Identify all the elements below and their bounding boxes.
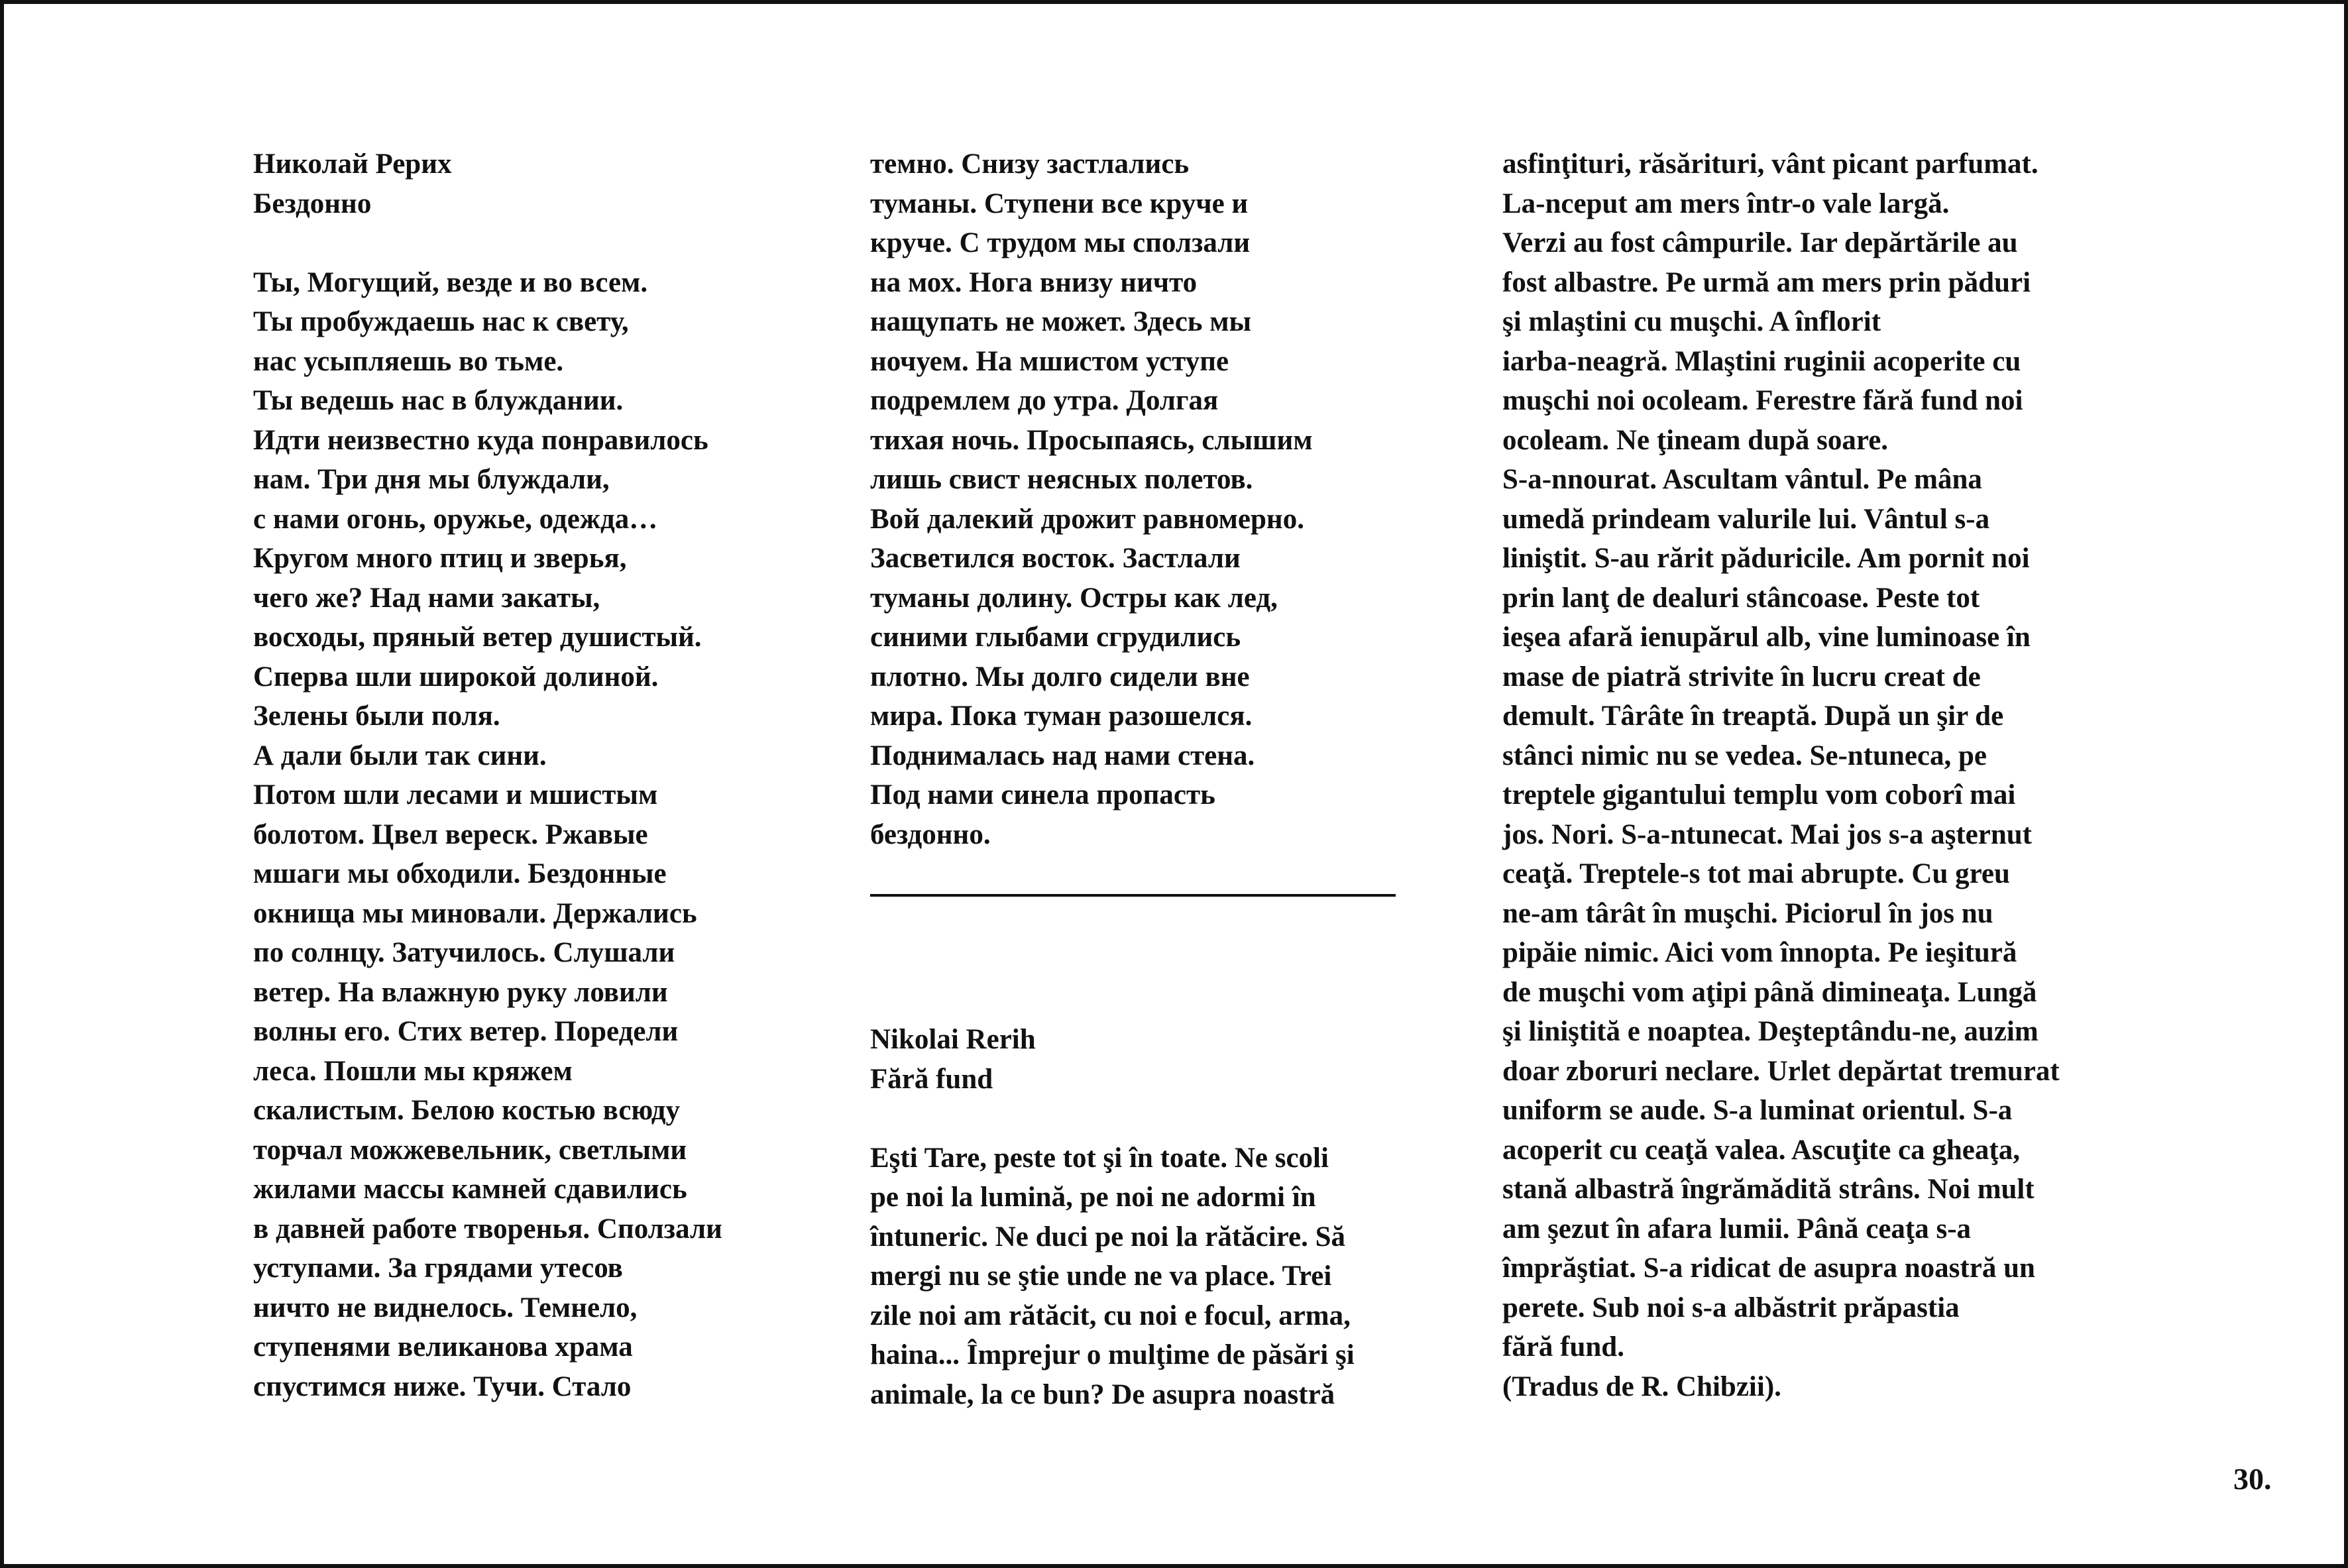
text-line: haina... Împrejur o mulţime de păsări şi — [870, 1339, 1355, 1371]
text-line: Под нами синела пропасть — [870, 779, 1215, 811]
text-line: întuneric. Ne duci pe noi la rătăcire. Să — [870, 1221, 1346, 1253]
page-number: 30. — [2233, 1462, 2272, 1496]
text-line: Ты ведешь нас в блуждании. — [253, 385, 624, 416]
text-line: stânci nimic nu se vedea. Se-ntuneca, pe — [1502, 740, 1987, 771]
text-line: Eşti Tare, peste tot şi în toate. Ne scoli — [870, 1142, 1329, 1174]
text-line: prin lanţ de dealuri stâncoase. Peste tot — [1502, 582, 1980, 614]
text-line: мшаги мы обходили. Бездонные — [253, 858, 667, 889]
text-line: uniform se aude. S-a luminat orientul. S-a — [1502, 1095, 2013, 1126]
text-line: pipăie nimic. Aici vom înnopta. Pe ieşitură — [1502, 937, 2017, 968]
text-line: S-a-nnourat. Ascultam vântul. Pe mâna — [1502, 464, 1982, 495]
text-line: нас усыпляешь во тьме. — [253, 345, 564, 377]
text-line: treptele gigantului templu vom coborî mai — [1502, 779, 2016, 811]
text-line: fără fund. — [1502, 1331, 1624, 1363]
text-line: muşchi noi ocoleam. Ferestre fără fund noi — [1502, 385, 2023, 416]
text-line: на мох. Нога внизу ничто — [870, 266, 1198, 298]
text-line: asfinţituri, răsărituri, vânt picant parfumat. — [1502, 148, 2039, 180]
text-line: окнища мы миновали. Держались — [253, 897, 697, 929]
text-line: ночуем. На мшистом уступе — [870, 345, 1229, 377]
text-line: Ты, Могущий, везде и во всем. — [253, 266, 648, 298]
text-line: am şezut în afara lumii. Până ceaţa s-a — [1502, 1213, 1972, 1245]
russian-author: Николай Рерих — [253, 148, 452, 180]
text-line: тихая ночь. Просыпаясь, слышим — [870, 424, 1313, 456]
text-line: şi mlaştini cu muşchi. A înflorit — [1502, 306, 1881, 337]
text-line: zile noi am rătăcit, cu noi e focul, arma, — [870, 1300, 1351, 1331]
text-line: Идти неизвестно куда понравилось — [253, 424, 708, 456]
text-line: бездонно. — [870, 818, 991, 850]
text-line: ветер. На влажную руку ловили — [253, 976, 668, 1008]
text-line: болотом. Цвел вереск. Ржавые — [253, 818, 648, 850]
text-line: Кругом много птиц и зверья, — [253, 543, 627, 574]
text-line: плотно. Мы долго сидели вне — [870, 661, 1250, 693]
text-line: stană albastră îngrămădită strâns. Noi mult — [1502, 1174, 2035, 1205]
column-2-bottom — [870, 1020, 1355, 1414]
text-line: ieşea afară ienupărul alb, vine luminoase în — [1502, 622, 2031, 653]
text-line: нам. Три дня мы блуждали, — [253, 464, 610, 495]
text-line: спустимся ниже. Тучи. Стало — [253, 1371, 632, 1402]
text-line: împrăştiat. S-a ridicat de asupra noastră un — [1502, 1253, 2035, 1284]
spacer — [253, 223, 722, 263]
text-line: по солнцу. Затучилось. Слушали — [253, 937, 675, 968]
text-line: de muşchi vom aţipi până dimineaţa. Lungă — [1502, 976, 2037, 1008]
text-line: ступенями великанова храма — [253, 1331, 633, 1363]
text-line: туманы долину. Остры как лед, — [870, 582, 1278, 614]
russian-title: Бездонно — [253, 188, 372, 219]
text-line: fost albastre. Pe urmă am mers prin păduri — [1502, 266, 2031, 298]
text-line: чего же? Над нами закаты, — [253, 582, 600, 614]
romanian-text-part-1 — [870, 1139, 1355, 1415]
text-line: umedă prindeam valurile lui. Vântul s-a — [1502, 503, 1990, 535]
text-line: şi liniştită e noaptea. Deşteptându-ne, auzim — [1502, 1016, 2039, 1047]
text-line: pe noi la lumină, pe noi ne adormi în — [870, 1182, 1316, 1213]
text-line: жилами массы камней сдавились — [253, 1174, 687, 1205]
text-line: Ты пробуждаешь нас к свету, — [253, 306, 629, 337]
text-line: acoperit cu ceaţă valea. Ascuţite ca gheaţa, — [1502, 1134, 2020, 1166]
text-line: ocoleam. Ne ţineam după soare. — [1502, 424, 1889, 456]
text-line: La-nceput am mers într-o vale largă. — [1502, 188, 1950, 219]
russian-text-part-1 — [253, 263, 722, 1407]
text-line: Поднималась над нами стена. — [870, 740, 1255, 771]
text-line: темно. Снизу застлались — [870, 148, 1190, 180]
text-line: ceaţă. Treptele-s tot mai abrupte. Cu greu — [1502, 858, 2010, 889]
text-line: animale, la ce bun? De asupra noastră — [870, 1378, 1335, 1410]
romanian-title: Fără fund — [870, 1063, 993, 1095]
text-line: jos. Nori. S-a-ntunecat. Mai jos s-a aşternut — [1502, 818, 2033, 850]
text-line: скалистым. Белою костью всюду — [253, 1095, 681, 1126]
text-line: уступами. За грядами утесов — [253, 1253, 623, 1284]
text-line: синими глыбами сгрудились — [870, 622, 1241, 653]
text-line: Зелены были поля. — [253, 700, 500, 732]
text-line: Verzi au fost câmpurile. Iar depărtările au — [1502, 227, 2018, 258]
text-line: Вой далекий дрожит равномерно. — [870, 503, 1304, 535]
text-line: круче. С трудом мы сползали — [870, 227, 1251, 258]
text-line: iarba-neagră. Mlaştini ruginii acoperite cu — [1502, 345, 2021, 377]
text-line: ничто не виднелось. Темнело, — [253, 1292, 638, 1323]
column-3 — [1502, 144, 2060, 1406]
text-line: Потом шли лесами и мшистым — [253, 779, 658, 811]
romanian-text-part-2 — [1502, 144, 2060, 1367]
text-line: demult. Târâte în treaptă. După un şir de — [1502, 700, 2004, 732]
text-line: подремлем до утра. Долгая — [870, 385, 1219, 416]
text-line: мира. Пока туман разошелся. — [870, 700, 1253, 732]
text-line: туманы. Ступени все круче и — [870, 188, 1249, 219]
text-line: лишь свист неясных полетов. — [870, 464, 1253, 495]
text-line: с нами огонь, оружье, одежда… — [253, 503, 658, 535]
text-line: леса. Пошли мы кряжем — [253, 1055, 573, 1087]
text-line: волны его. Стих ветер. Поредели — [253, 1016, 679, 1047]
text-line: perete. Sub noi s-a albăstrit prăpastia — [1502, 1292, 1960, 1323]
text-line: ne-am târât în muşchi. Piciorul în jos nu — [1502, 897, 1993, 929]
text-line: А дали были так сини. — [253, 740, 547, 771]
text-line: liniştit. S-au rărit păduricile. Am pornit noi — [1502, 543, 2030, 574]
translator-note: (Tradus de R. Chibzii). — [1502, 1371, 1781, 1402]
column-1 — [253, 144, 722, 1406]
text-line: doar zboruri neclare. Urlet depărtat tremurat — [1502, 1055, 2060, 1087]
text-line: mase de piatră strivite în lucru creat de — [1502, 661, 1981, 693]
romanian-author: Nikolai Rerih — [870, 1024, 1036, 1055]
text-line: Засветился восток. Застлали — [870, 543, 1241, 574]
text-line: нащупать не может. Здесь мы — [870, 306, 1252, 337]
spacer — [870, 1099, 1355, 1139]
text-line: торчал можжевельник, светлыми — [253, 1134, 687, 1166]
column-2-top — [870, 144, 1313, 854]
text-line: в давней работе творенья. Сползали — [253, 1213, 722, 1245]
russian-text-part-2 — [870, 144, 1313, 854]
text-line: mergi nu se ştie unde ne va place. Trei — [870, 1260, 1332, 1292]
text-line: Сперва шли широкой долиной. — [253, 661, 659, 693]
separator-line — [870, 894, 1396, 897]
text-line: восходы, пряный ветер душистый. — [253, 622, 702, 653]
